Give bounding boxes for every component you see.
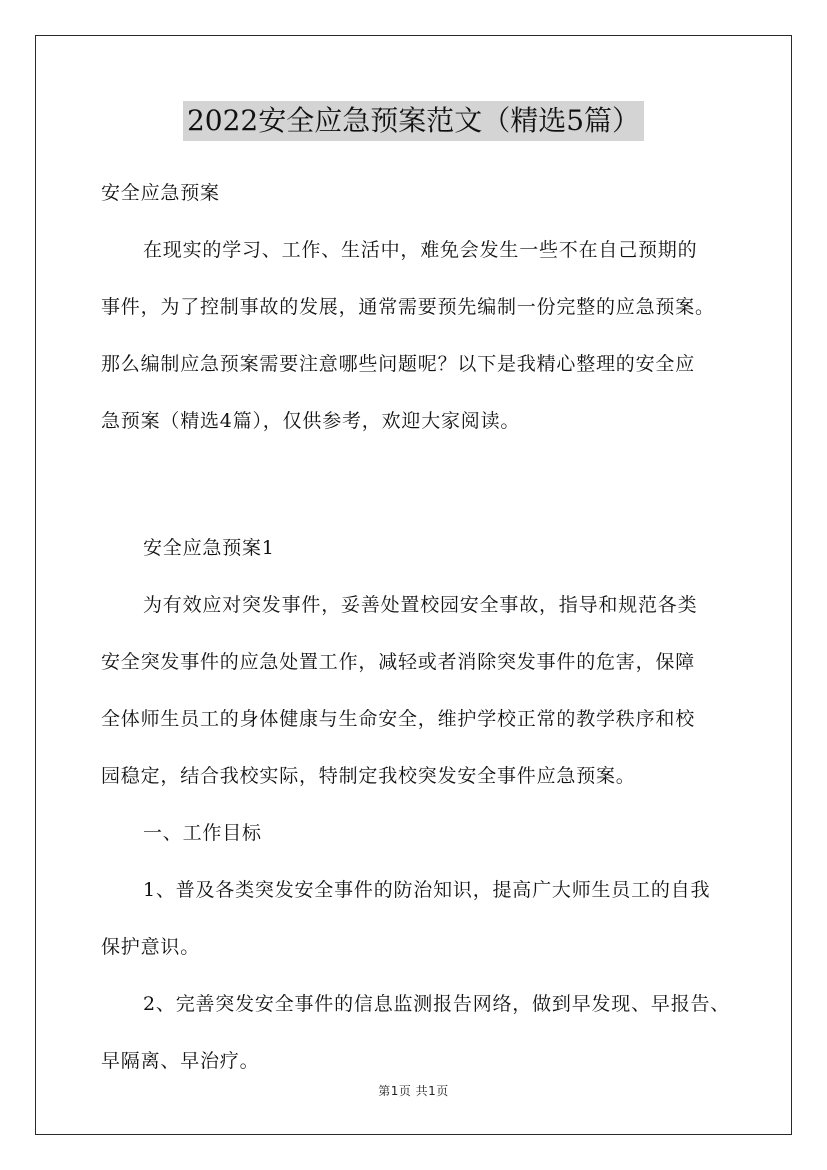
title-container [0, 101, 827, 141]
item2-line: 早隔离、早治疗。 [101, 1050, 260, 1072]
spacer [101, 329, 731, 343]
document-title: 2022安全应急预案范文（精选5篇） [183, 101, 644, 141]
spacer [101, 627, 731, 641]
intro-line: 急预案（精选4篇），仅供参考，欢迎大家阅读。 [101, 410, 521, 432]
intro-line: 事件，为了控制事故的发展，通常需要预先编制一份完整的应急预案。 [101, 296, 715, 318]
spacer [101, 684, 731, 698]
spacer [101, 215, 731, 229]
intro-line: 在现实的学习、工作、生活中，难免会发生一些不在自己预期的 [143, 239, 698, 261]
item1-line: 保护意识。 [101, 936, 201, 958]
intro-line: 那么编制应急预案需要注意哪些问题呢？以下是我精心整理的安全应 [101, 353, 696, 375]
section-heading: 安全应急预案 [101, 182, 220, 204]
page-footer: 第1页 共1页 [378, 1084, 449, 1098]
spacer [101, 443, 731, 513]
spacer [101, 912, 731, 926]
subsection-title: 一、工作目标 [143, 822, 262, 844]
document-body [101, 172, 731, 1083]
section1-title: 安全应急预案1 [143, 537, 275, 559]
section1-line: 全体师生员工的身体健康与生命安全，维护学校正常的教学秩序和校 [101, 708, 696, 730]
spacer [101, 855, 731, 869]
spacer [101, 1026, 731, 1040]
item1-line: 1、普及各类突发安全事件的防治知识，提高广大师生员工的自我 [143, 879, 711, 901]
section1-line: 为有效应对突发事件，妥善处置校园安全事故，指导和规范各类 [143, 594, 698, 616]
spacer [101, 513, 731, 527]
section1-line: 安全突发事件的应急处置工作，减轻或者消除突发事件的危害，保障 [101, 651, 696, 673]
spacer [101, 969, 731, 983]
spacer [101, 570, 731, 584]
section1-line: 园稳定，结合我校实际，特制定我校突发安全事件应急预案。 [101, 765, 636, 787]
spacer [101, 741, 731, 755]
item2-line: 2、完善突发安全事件的信息监测报告网络，做到早发现、早报告、 [143, 993, 731, 1015]
spacer [101, 386, 731, 400]
spacer [101, 272, 731, 286]
spacer [101, 798, 731, 812]
